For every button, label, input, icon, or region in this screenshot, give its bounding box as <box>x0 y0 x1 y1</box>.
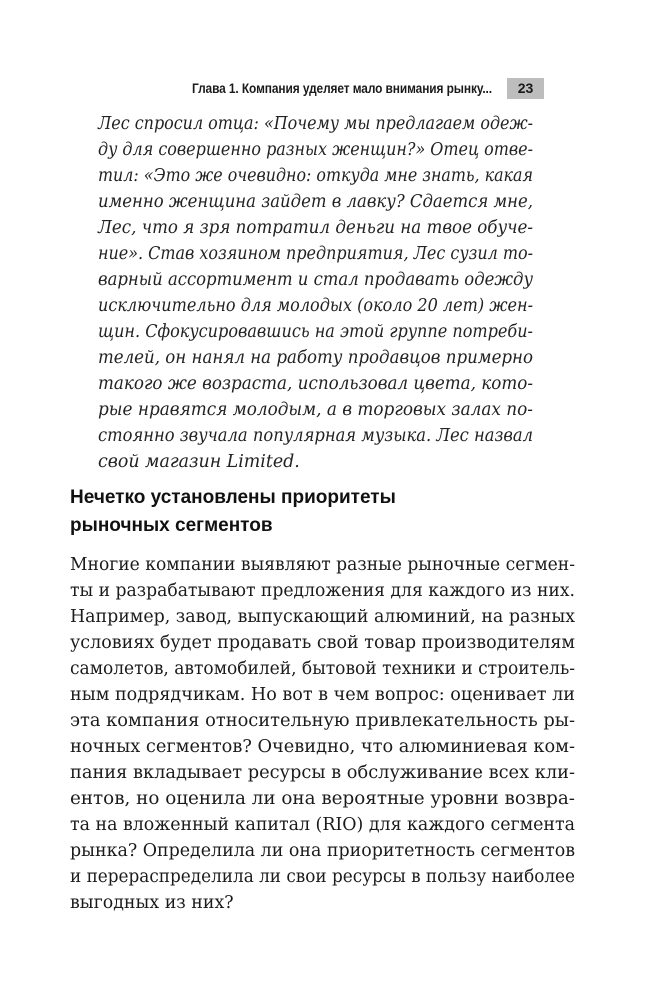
quote-line: ние». Став хозяином предприятия, Лес сузил то- <box>98 244 533 264</box>
body-line: пания вкладывает ресурсы в обслуживание всех кли- <box>70 763 575 783</box>
body-line: ты и разрабатывают предложения для каждого из них. <box>70 581 575 601</box>
section-heading-line: Нечетко установлены приоритеты <box>70 487 396 508</box>
running-header <box>0 78 664 102</box>
body-line: самолетов, автомобилей, бытовой техники и строитель- <box>70 659 575 679</box>
page-number: 23 <box>507 78 544 99</box>
quote-line: телей, он нанял на работу продавцов примерно <box>98 348 533 368</box>
quote-line: именно женщина зайдет в лавку? Сдается мне, <box>98 192 533 212</box>
quote-line: ду для совершенно разных женщин?» Отец отве- <box>98 140 533 160</box>
quote-line: щин. Сфокусировавшись на этой группе потреби- <box>98 322 533 342</box>
body-line: условиях будет продавать свой товар производителям <box>70 633 575 653</box>
body-line: Многие компании выявляют разные рыночные сегмен- <box>70 555 575 575</box>
body-line: выгодных из них? <box>70 893 234 913</box>
chapter-title: Глава 1. Компания уделяет мало внимания рынку... <box>192 80 492 96</box>
body-line: Например, завод, выпускающий алюминий, на разных <box>70 607 575 627</box>
quote-line: стоянно звучала популярная музыка. Лес назвал <box>98 426 533 446</box>
body-line: ентов, но оценила ли она вероятные уровни возвра- <box>70 789 575 809</box>
quote-line: Лес спросил отца: «Почему мы предлагаем одеж- <box>98 114 533 134</box>
quote-line: Лес, что я зря потратил деньги на твое обуче- <box>98 218 533 238</box>
quote-line: тил: «Это же очевидно: откуда мне знать, какая <box>98 166 533 186</box>
body-line: и перераспределила ли свои ресурсы в пользу наиболее <box>70 867 575 887</box>
quote-line: такого же возраста, использовал цвета, кото- <box>98 374 533 394</box>
quote-line: свой магазин Limited. <box>98 452 300 472</box>
quote-line: исключительно для молодых (около 20 лет) жен- <box>98 296 533 316</box>
body-line: эта компания относительную привлекательность ры- <box>70 711 575 731</box>
quote-line: варный ассортимент и стал продавать одежду <box>98 270 533 290</box>
body-line: ночных сегментов? Очевидно, что алюминиевая ком- <box>70 737 575 757</box>
body-line: ным подрядчикам. Но вот в чем вопрос: оценивает ли <box>70 685 575 705</box>
body-line: рынка? Определила ли она приоритетность сегментов <box>70 841 575 861</box>
quote-line: рые нравятся молодым, а в торговых залах по- <box>98 400 533 420</box>
body-line: та на вложенный капитал (RIO) для каждого сегмента <box>70 815 575 835</box>
section-heading-line: рыночных сегментов <box>70 515 273 536</box>
